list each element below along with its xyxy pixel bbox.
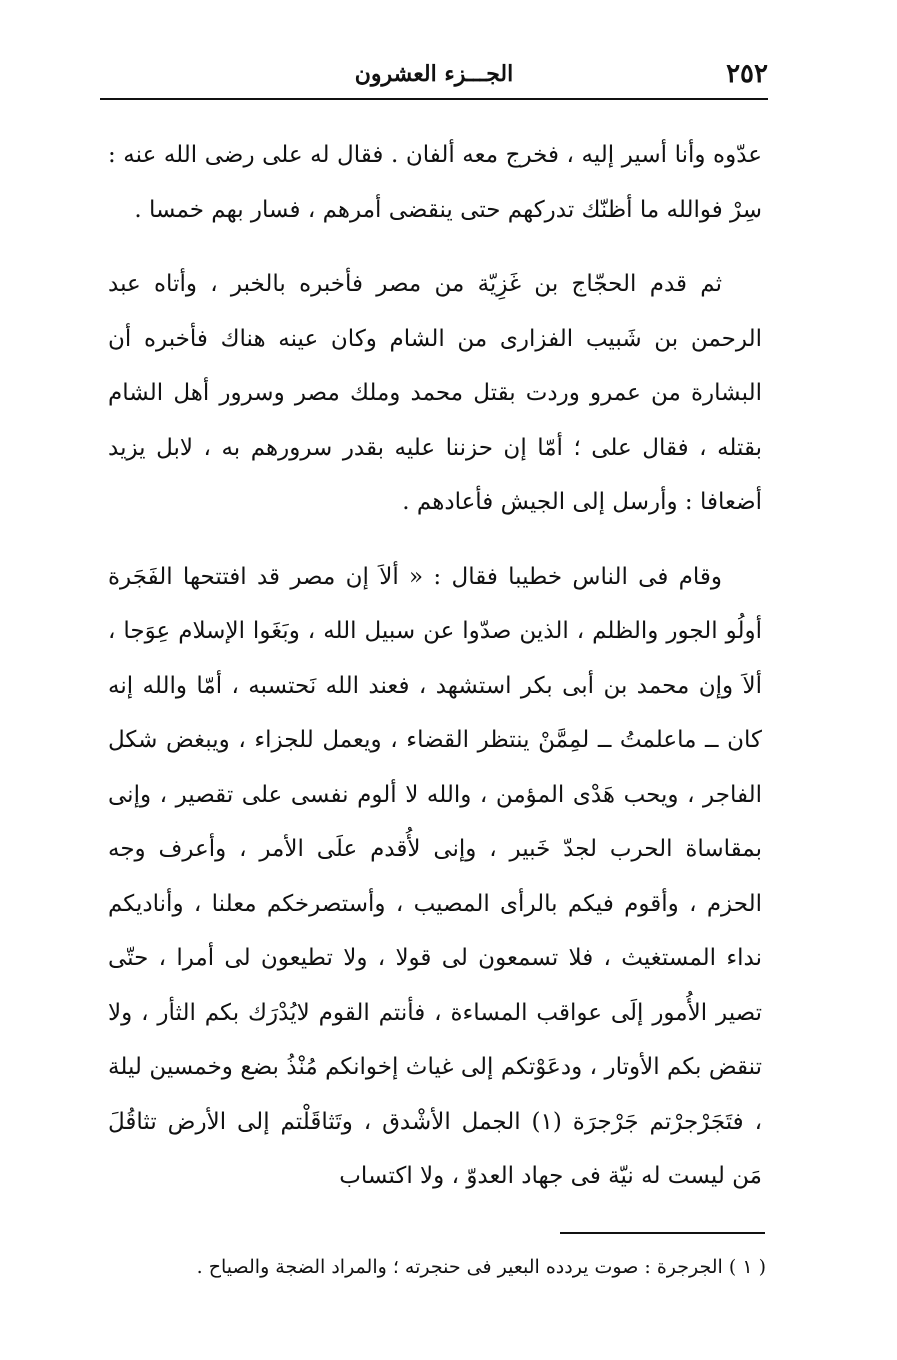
- paragraph-3: وقام فى الناس خطيبا فقال : « ألاَ إن مصر قد افتتحها الفَجَرة أولُو الجور والظلم ، الذين صدّوا عن سبيل الله ، وبَغَوا الإسلام عِوَجا ، ألاَ وإن محمد بن أبى بكر استشهد ، فعند الله نَحتسبه ، أمّا والله إنه كان ــ ماعلمتُ ــ لمِمَّنْ ينتظر القضاء ، ويعمل للجزاء ، ويبغض شكل الفاجر ، ويحب هَدْى المؤمن ، والله لا ألوم نفسى على تقصير ، وإنى بمقاساة الحرب لجدّ خَبير ، وإنى لأُقدم علَى الأمر ، وأعرف وجه الحزم ، وأقوم فيكم بالرأى المصيب ، وأستصرخكم معلنا ، وأناديكم نداء المستغيث ، فلا تسمعون لى قولا ، ولا تطيعون لى أمرا ، حتّى تصير الأُمور إلَى عواقب المساءة ، فأنتم القوم لايُدْرَك بكم الثأر ، ولا تنقض بكم الأوتار ، ودعَوْتكم إلى غياث إخوانكم مُنْذُ بضع وخمسين ليلة ، فتَجَرْجرْتم جَرْجرَة (١) الجمل الأشْدق ، وتَثاقَلْتم إلى الأرض تثاقُلَ مَن ليست له نيّة فى جهاد العدوّ ، ولا اكتساب: [108, 563, 762, 1189]
- footnote-rule: [560, 1232, 765, 1234]
- body-text: [108, 128, 762, 1204]
- header-rule: [100, 98, 768, 100]
- running-head: [100, 55, 768, 95]
- running-title: الجـــزء العشرون: [354, 61, 514, 87]
- footnote: ( ١ ) الجرجرة : صوت يردده البعير فى حنجرته ؛ والمراد الضجة والصياح .: [196, 1256, 766, 1278]
- page-number: ٢٥٢: [726, 59, 768, 89]
- paragraph-2: ثم قدم الحجّاج بن غَزِيّة من مصر فأخبره بالخبر ، وأتاه عبد الرحمن بن شَبيب الفزارى من الشام وكان عينه هناك فأخبره أن البشارة من عمرو وردت بقتل محمد وملك مصر وسرور أهل الشام بقتله ، فقال على ؛ أمّا إن حزننا عليه بقدر سرورهم به ، لابل يزيد أضعافا : وأرسل إلى الجيش فأعادهم .: [108, 271, 762, 515]
- paragraph-1: عدّوه وأنا أسير إليه ، فخرج معه ألفان . فقال له على رضى الله عنه : سِرْ فوالله ما أظنّك تدركهم حتى ينقضى أمرهم ، فسار بهم خمسا .: [108, 142, 762, 223]
